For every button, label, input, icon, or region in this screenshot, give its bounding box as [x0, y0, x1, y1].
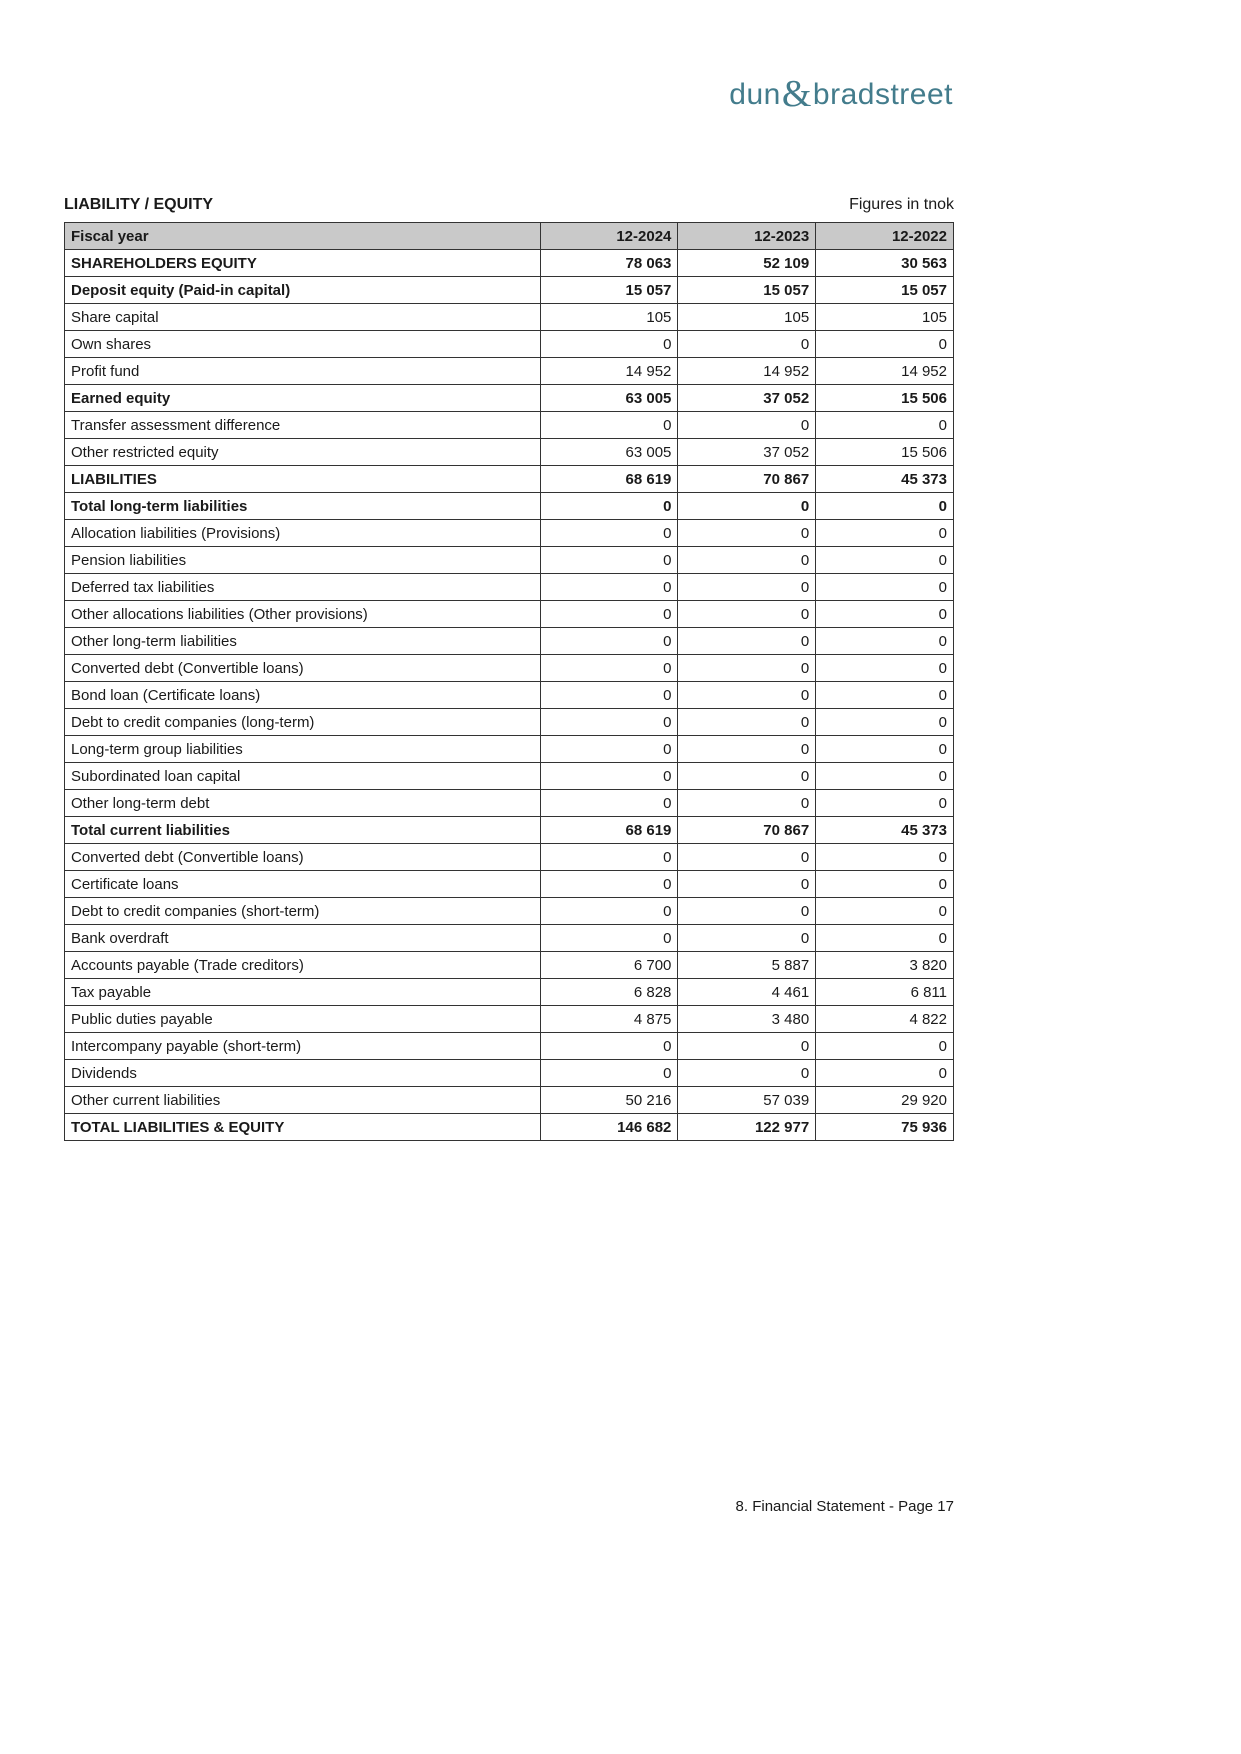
table-row — [65, 277, 954, 304]
table-row — [65, 682, 954, 709]
table-row — [65, 1114, 954, 1141]
row-value: 0 — [816, 493, 954, 520]
row-value: 70 867 — [678, 817, 816, 844]
table-header-row — [65, 223, 954, 250]
row-label: Debt to credit companies (short-term) — [65, 898, 541, 925]
row-label: Bond loan (Certificate loans) — [65, 682, 541, 709]
table-row — [65, 952, 954, 979]
row-value: 146 682 — [540, 1114, 678, 1141]
row-label: Bank overdraft — [65, 925, 541, 952]
row-value: 0 — [816, 709, 954, 736]
table-row — [65, 817, 954, 844]
row-value: 15 057 — [678, 277, 816, 304]
logo-text-dun: dun — [729, 78, 781, 111]
row-value: 105 — [678, 304, 816, 331]
row-value: 0 — [678, 547, 816, 574]
row-value: 0 — [540, 709, 678, 736]
row-value: 14 952 — [678, 358, 816, 385]
row-value: 45 373 — [816, 466, 954, 493]
row-value: 0 — [816, 1033, 954, 1060]
table-row — [65, 412, 954, 439]
table-row — [65, 601, 954, 628]
row-label: Accounts payable (Trade creditors) — [65, 952, 541, 979]
row-value: 15 506 — [816, 439, 954, 466]
row-value: 0 — [540, 925, 678, 952]
row-label: Certificate loans — [65, 871, 541, 898]
row-value: 0 — [678, 736, 816, 763]
column-header-fiscal-year: Fiscal year — [65, 223, 541, 250]
row-value: 15 506 — [816, 385, 954, 412]
content-area — [64, 196, 954, 1141]
table-header-line — [64, 196, 954, 214]
table-row — [65, 304, 954, 331]
row-value: 0 — [816, 331, 954, 358]
row-value: 0 — [678, 1033, 816, 1060]
row-value: 0 — [816, 925, 954, 952]
row-label: Share capital — [65, 304, 541, 331]
row-label: TOTAL LIABILITIES & EQUITY — [65, 1114, 541, 1141]
logo-ampersand-icon: & — [781, 73, 812, 115]
row-value: 0 — [816, 898, 954, 925]
row-value: 0 — [678, 844, 816, 871]
table-row — [65, 736, 954, 763]
table-row — [65, 331, 954, 358]
row-label: Other allocations liabilities (Other provisions) — [65, 601, 541, 628]
table-body — [65, 250, 954, 1141]
row-value: 3 820 — [816, 952, 954, 979]
row-value: 63 005 — [540, 439, 678, 466]
row-value: 0 — [816, 520, 954, 547]
row-value: 0 — [678, 493, 816, 520]
table-row — [65, 493, 954, 520]
row-value: 0 — [540, 898, 678, 925]
row-value: 0 — [816, 871, 954, 898]
table-row — [65, 1087, 954, 1114]
row-value: 14 952 — [540, 358, 678, 385]
row-value: 0 — [816, 412, 954, 439]
table-row — [65, 790, 954, 817]
row-value: 0 — [678, 412, 816, 439]
row-value: 0 — [816, 547, 954, 574]
row-value: 0 — [678, 682, 816, 709]
row-value: 15 057 — [540, 277, 678, 304]
row-value: 0 — [540, 628, 678, 655]
row-value: 15 057 — [816, 277, 954, 304]
row-value: 0 — [540, 736, 678, 763]
row-label: Intercompany payable (short-term) — [65, 1033, 541, 1060]
row-value: 0 — [540, 520, 678, 547]
table-row — [65, 385, 954, 412]
row-label: Debt to credit companies (long-term) — [65, 709, 541, 736]
row-value: 37 052 — [678, 439, 816, 466]
row-value: 0 — [540, 1060, 678, 1087]
table-row — [65, 763, 954, 790]
row-value: 0 — [678, 1060, 816, 1087]
row-value: 0 — [816, 736, 954, 763]
row-label: Other current liabilities — [65, 1087, 541, 1114]
row-label: Long-term group liabilities — [65, 736, 541, 763]
row-value: 70 867 — [678, 466, 816, 493]
row-value: 0 — [540, 574, 678, 601]
table-row — [65, 655, 954, 682]
row-value: 0 — [540, 601, 678, 628]
row-label: Deposit equity (Paid-in capital) — [65, 277, 541, 304]
table-row — [65, 574, 954, 601]
table-row — [65, 1006, 954, 1033]
row-value: 6 811 — [816, 979, 954, 1006]
row-value: 68 619 — [540, 817, 678, 844]
row-label: LIABILITIES — [65, 466, 541, 493]
row-value: 0 — [678, 574, 816, 601]
row-value: 0 — [816, 844, 954, 871]
row-value: 68 619 — [540, 466, 678, 493]
row-value: 0 — [816, 574, 954, 601]
row-value: 0 — [678, 655, 816, 682]
row-value: 78 063 — [540, 250, 678, 277]
row-value: 0 — [816, 1060, 954, 1087]
row-label: Other long-term debt — [65, 790, 541, 817]
row-value: 6 828 — [540, 979, 678, 1006]
table-row — [65, 520, 954, 547]
row-value: 0 — [678, 925, 816, 952]
row-value: 0 — [678, 871, 816, 898]
table-row — [65, 709, 954, 736]
table-row — [65, 925, 954, 952]
row-value: 4 822 — [816, 1006, 954, 1033]
table-row — [65, 1060, 954, 1087]
row-value: 0 — [540, 655, 678, 682]
row-label: Dividends — [65, 1060, 541, 1087]
dun-bradstreet-logo — [729, 70, 953, 114]
row-value: 0 — [678, 331, 816, 358]
row-value: 29 920 — [816, 1087, 954, 1114]
row-value: 6 700 — [540, 952, 678, 979]
row-label: Deferred tax liabilities — [65, 574, 541, 601]
table-row — [65, 844, 954, 871]
row-value: 0 — [678, 709, 816, 736]
row-label: Other restricted equity — [65, 439, 541, 466]
row-value: 0 — [540, 331, 678, 358]
row-value: 0 — [678, 628, 816, 655]
row-value: 4 461 — [678, 979, 816, 1006]
liability-equity-table — [64, 222, 954, 1141]
table-row — [65, 358, 954, 385]
row-label: Other long-term liabilities — [65, 628, 541, 655]
table-row — [65, 979, 954, 1006]
section-title: LIABILITY / EQUITY — [64, 196, 214, 213]
column-header-year: 12-2022 — [816, 223, 954, 250]
row-value: 0 — [540, 844, 678, 871]
row-value: 0 — [816, 655, 954, 682]
row-value: 0 — [678, 763, 816, 790]
row-label: Subordinated loan capital — [65, 763, 541, 790]
row-value: 30 563 — [816, 250, 954, 277]
row-label: SHAREHOLDERS EQUITY — [65, 250, 541, 277]
row-value: 0 — [540, 871, 678, 898]
row-value: 0 — [678, 601, 816, 628]
row-label: Transfer assessment difference — [65, 412, 541, 439]
row-label: Converted debt (Convertible loans) — [65, 844, 541, 871]
row-label: Total current liabilities — [65, 817, 541, 844]
table-row — [65, 547, 954, 574]
table-row — [65, 466, 954, 493]
table-row — [65, 439, 954, 466]
row-value: 37 052 — [678, 385, 816, 412]
table-row — [65, 871, 954, 898]
logo-text-bradstreet: bradstreet — [812, 78, 953, 111]
row-value: 105 — [540, 304, 678, 331]
row-value: 52 109 — [678, 250, 816, 277]
row-label: Allocation liabilities (Provisions) — [65, 520, 541, 547]
row-value: 75 936 — [816, 1114, 954, 1141]
row-value: 0 — [540, 547, 678, 574]
row-value: 63 005 — [540, 385, 678, 412]
figures-unit-note: Figures in tnok — [849, 196, 954, 213]
row-label: Public duties payable — [65, 1006, 541, 1033]
row-value: 0 — [678, 520, 816, 547]
row-label: Converted debt (Convertible loans) — [65, 655, 541, 682]
row-value: 5 887 — [678, 952, 816, 979]
row-value: 0 — [540, 790, 678, 817]
table-row — [65, 1033, 954, 1060]
row-value: 0 — [816, 763, 954, 790]
row-label: Total long-term liabilities — [65, 493, 541, 520]
row-value: 0 — [540, 412, 678, 439]
row-label: Profit fund — [65, 358, 541, 385]
row-value: 14 952 — [816, 358, 954, 385]
row-label: Pension liabilities — [65, 547, 541, 574]
page-footer: 8. Financial Statement - Page 17 — [735, 1498, 954, 1515]
row-label: Earned equity — [65, 385, 541, 412]
row-value: 0 — [816, 628, 954, 655]
row-value: 0 — [816, 601, 954, 628]
row-value: 0 — [540, 1033, 678, 1060]
row-value: 105 — [816, 304, 954, 331]
row-label: Tax payable — [65, 979, 541, 1006]
table-row — [65, 628, 954, 655]
row-value: 0 — [678, 898, 816, 925]
row-value: 45 373 — [816, 817, 954, 844]
table-row — [65, 250, 954, 277]
row-value: 50 216 — [540, 1087, 678, 1114]
row-value: 3 480 — [678, 1006, 816, 1033]
row-value: 0 — [816, 682, 954, 709]
row-value: 0 — [816, 790, 954, 817]
row-value: 57 039 — [678, 1087, 816, 1114]
column-header-year: 12-2023 — [678, 223, 816, 250]
row-value: 0 — [540, 763, 678, 790]
row-value: 122 977 — [678, 1114, 816, 1141]
row-label: Own shares — [65, 331, 541, 358]
row-value: 4 875 — [540, 1006, 678, 1033]
column-header-year: 12-2024 — [540, 223, 678, 250]
row-value: 0 — [678, 790, 816, 817]
row-value: 0 — [540, 493, 678, 520]
table-row — [65, 898, 954, 925]
row-value: 0 — [540, 682, 678, 709]
